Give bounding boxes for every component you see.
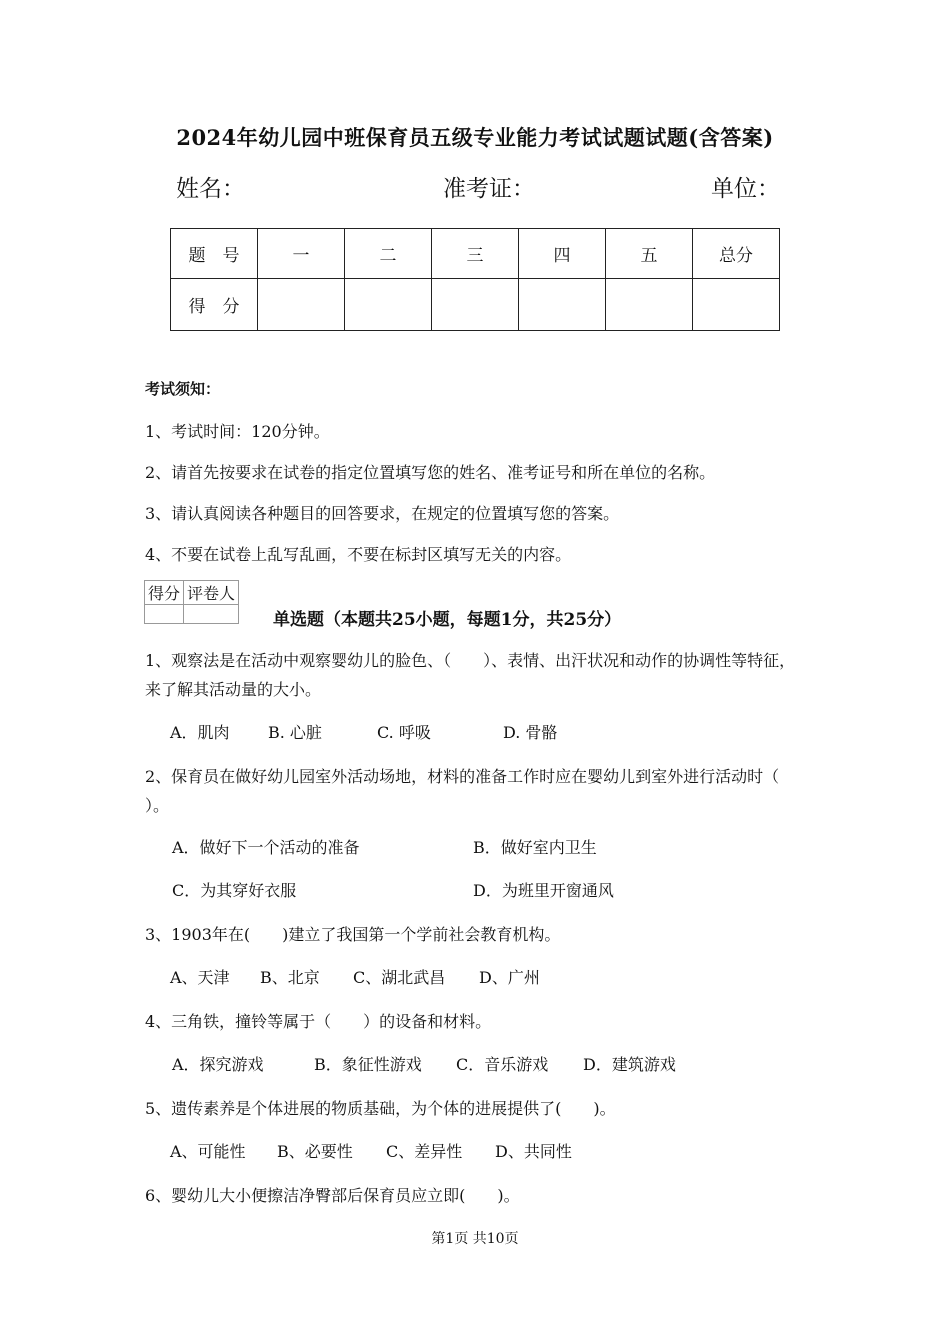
grader-table (144, 580, 239, 624)
name-field-label: 姓名： (176, 176, 245, 202)
notice-item: 2、请首先按要求在试卷的指定位置填写您的姓名、准考证号和所在单位的名称。 (145, 463, 716, 482)
question-1-text: 1、观察法是在活动中观察婴幼儿的脸色、（ ）、表情、出汗状况和动作的协调性等特征， (145, 651, 796, 670)
score-header-cell: 总分 (693, 229, 780, 279)
question-1-option-d: D. 骨骼 (503, 723, 558, 742)
question-5-option-d: D、共同性 (495, 1142, 572, 1161)
question-5-option-b: B、必要性 (277, 1142, 353, 1161)
question-2-option-b: B．做好室内卫生 (473, 838, 597, 857)
notice-item: 3、请认真阅读各种题目的回答要求，在规定的位置填写您的答案。 (145, 504, 620, 523)
question-5-text: 5、遗传素养是个体进展的物质基础，为个体的进展提供了( )。 (145, 1099, 616, 1118)
score-header-cell: 题 号 (171, 229, 258, 279)
section-title: 单选题（本题共25小题，每题1分，共25分） (273, 610, 622, 630)
exam-id-field-label: 准考证： (443, 176, 535, 202)
question-3-option-d: D、广州 (479, 968, 540, 987)
question-1-text-cont: 来了解其活动量的大小。 (145, 680, 322, 699)
page-footer: 第1页 共10页 (431, 1231, 519, 1247)
question-4-option-d: D．建筑游戏 (583, 1055, 676, 1074)
question-1-option-c: C. 呼吸 (377, 723, 431, 742)
question-2-option-c: C．为其穿好衣服 (172, 881, 297, 900)
unit-field-label: 单位： (711, 176, 780, 202)
score-header-cell: 一 (258, 229, 345, 279)
question-2-option-a: A．做好下一个活动的准备 (172, 838, 360, 857)
question-1-option-b: B. 心脏 (268, 723, 322, 742)
score-header-cell: 三 (432, 229, 519, 279)
question-1-option-a: A．肌肉 (170, 723, 230, 742)
score-table-header-row (171, 229, 780, 279)
question-3-option-c: C、湖北武昌 (353, 968, 446, 987)
question-3-option-a: A、天津 (170, 968, 230, 987)
grader-score-label: 得分 (145, 581, 184, 605)
question-4-option-a: A．探究游戏 (172, 1055, 264, 1074)
notice-item: 1、考试时间：120分钟。 (145, 422, 330, 441)
score-header-cell: 二 (345, 229, 432, 279)
score-row-label: 得 分 (171, 279, 258, 331)
score-header-cell: 五 (606, 229, 693, 279)
score-cell (432, 279, 519, 331)
question-5-option-a: A、可能性 (170, 1142, 246, 1161)
score-cell (345, 279, 432, 331)
score-cell (606, 279, 693, 331)
question-4-option-c: C．音乐游戏 (456, 1055, 549, 1074)
question-2-text-cont: ）。 (145, 796, 170, 815)
question-6-text: 6、婴幼儿大小便擦洁净臀部后保育员应立即( )。 (145, 1186, 520, 1205)
page-title: 2024年幼儿园中班保育员五级专业能力考试试题试题(含答案) (176, 125, 774, 150)
grader-score-cell (145, 605, 184, 624)
score-header-cell: 四 (519, 229, 606, 279)
score-cell (258, 279, 345, 331)
grader-reviewer-cell (184, 605, 239, 624)
question-4-option-b: B．象征性游戏 (314, 1055, 422, 1074)
question-5-option-c: C、差异性 (386, 1142, 463, 1161)
question-2-text: 2、保育员在做好幼儿园室外活动场地，材料的准备工作时应在婴幼儿到室外进行活动时（ (145, 767, 780, 786)
notice-heading: 考试须知： (145, 380, 221, 398)
score-cell (519, 279, 606, 331)
question-2-option-d: D．为班里开窗通风 (473, 881, 614, 900)
question-4-text: 4、三角铁，撞铃等属于（ ）的设备和材料。 (145, 1012, 492, 1031)
score-cell (693, 279, 780, 331)
question-3-option-b: B、北京 (260, 968, 320, 987)
grader-reviewer-label: 评卷人 (184, 581, 239, 605)
score-table (170, 228, 780, 331)
question-3-text: 3、1903年在( )建立了我国第一个学前社会教育机构。 (145, 925, 561, 944)
score-table-score-row (171, 279, 780, 331)
notice-item: 4、不要在试卷上乱写乱画，不要在标封区填写无关的内容。 (145, 545, 572, 564)
